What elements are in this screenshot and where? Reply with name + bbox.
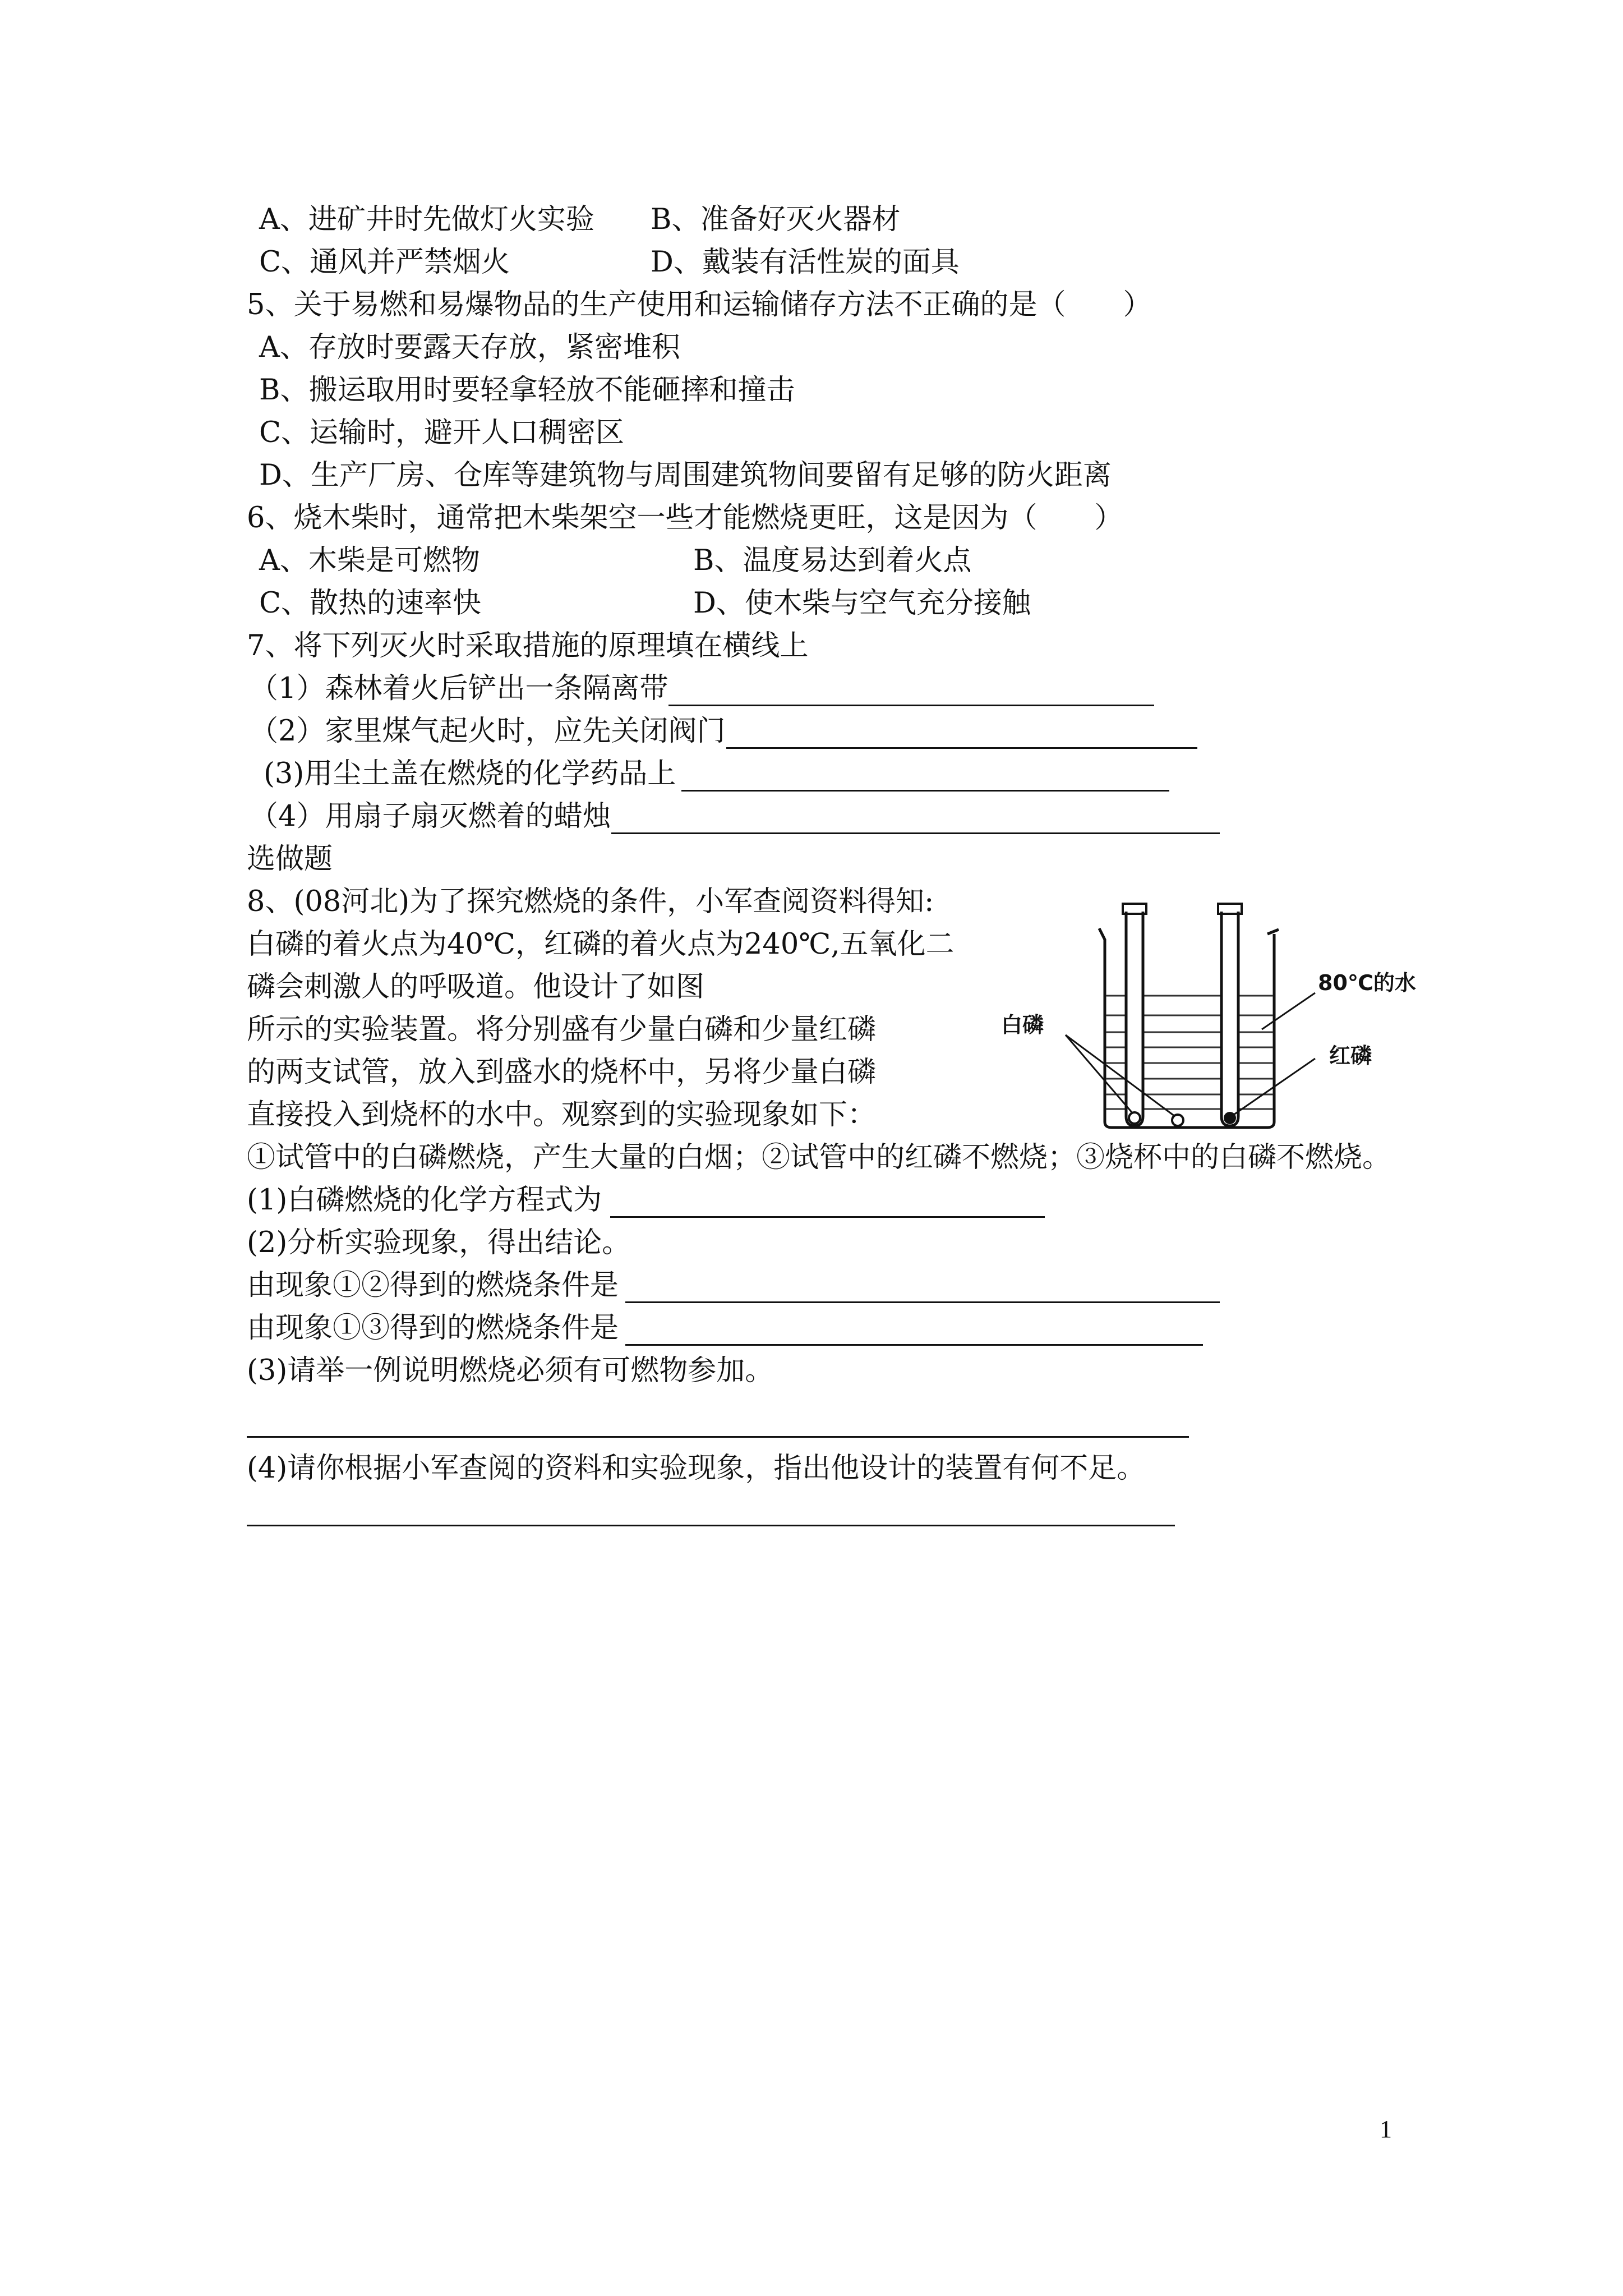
q8-answer-line-2b xyxy=(625,1344,1203,1346)
q8-sub-1: (1)白磷燃烧的化学方程式为 xyxy=(247,1184,602,1217)
q7-item-3: (3)用尘土盖在燃烧的化学药品上 xyxy=(264,757,676,790)
page-number: 1 xyxy=(1380,2115,1392,2143)
beaker-rim xyxy=(1267,930,1279,934)
q7-answer-line-1 xyxy=(668,705,1154,706)
label-red-phosphorus: 红磷 xyxy=(1329,1043,1372,1068)
q8-intro-3: 磷会刺激人的呼吸道。他设计了如图 xyxy=(247,970,705,1004)
optional-heading: 选做题 xyxy=(247,843,333,876)
q7-item-2: （2）家里煤气起火时，应先关闭阀门 xyxy=(250,715,726,748)
q8-sub-4: (4)请你根据小军查阅的资料和实验现象，指出他设计的装置有何不足。 xyxy=(247,1452,1146,1485)
q6-option-c: C、散热的速率快 xyxy=(259,587,482,620)
q8-intro-6: 直接投入到烧杯的水中。观察到的实验现象如下： xyxy=(247,1098,877,1131)
label-white-phosphorus: 白磷 xyxy=(1001,1013,1044,1037)
q5-stem: 5、关于易燃和易爆物品的生产使用和运输储存方法不正确的是（ ） xyxy=(247,288,1152,321)
q7-answer-line-4 xyxy=(611,832,1220,834)
apparatus-figure xyxy=(993,900,1441,1136)
white-phosphorus-tube xyxy=(1129,1112,1140,1124)
q7-answer-line-2 xyxy=(726,747,1197,749)
q6-option-b: B、温度易达到着火点 xyxy=(693,544,972,577)
q4-option-b: B、准备好灭火器材 xyxy=(651,203,901,236)
pointer-water xyxy=(1262,993,1315,1029)
q8-sub-2b: 由现象①③得到的燃烧条件是 xyxy=(247,1312,619,1345)
q8-intro-4: 所示的实验装置。将分别盛有少量白磷和少量红磷 xyxy=(247,1013,877,1046)
q5-option-d: D、生产厂房、仓库等建筑物与周围建筑物间要留有足够的防火距离 xyxy=(259,459,1112,492)
q6-option-a: A、木柴是可燃物 xyxy=(259,544,480,577)
q8-intro-5: 的两支试管，放入到盛水的烧杯中，另将少量白磷 xyxy=(247,1056,877,1089)
q8-answer-line-3 xyxy=(247,1436,1189,1438)
q7-answer-line-3 xyxy=(681,790,1169,792)
q8-sub-3: (3)请举一例说明燃烧必须有可燃物参加。 xyxy=(247,1354,774,1387)
q6-option-d: D、使木柴与空气充分接触 xyxy=(693,587,1031,620)
test-tube-right xyxy=(1221,912,1238,1126)
q7-item-4: （4）用扇子扇灭燃着的蜡烛 xyxy=(250,800,611,833)
q8-answer-line-4 xyxy=(247,1525,1175,1526)
q5-option-c: C、运输时，避开人口稠密区 xyxy=(259,416,625,449)
q8-answer-line-1 xyxy=(610,1216,1045,1218)
q6-stem: 6、烧木柴时，通常把木柴架空一些才能燃烧更旺，这是因为（ ） xyxy=(247,501,1123,535)
q4-option-d: D、戴装有活性炭的面具 xyxy=(651,246,960,279)
q5-option-b: B、搬运取用时要轻拿轻放不能砸摔和撞击 xyxy=(259,374,795,407)
q8-phenomena: ①试管中的白磷燃烧，产生大量的白烟；②试管中的红磷不燃烧；③烧杯中的白磷不燃烧。 xyxy=(247,1141,1391,1174)
q4-option-c: C、通风并严禁烟火 xyxy=(259,246,510,279)
q8-intro-1: 8、(08河北)为了探究燃烧的条件，小军查阅资料得知: xyxy=(247,885,934,918)
q8-sub-2: (2)分析实验现象，得出结论。 xyxy=(247,1226,631,1259)
q7-item-1: （1）森林着火后铲出一条隔离带 xyxy=(250,672,668,705)
test-tube-left xyxy=(1126,912,1143,1126)
q8-sub-2a: 由现象①②得到的燃烧条件是 xyxy=(247,1269,619,1302)
label-water: 80℃的水 xyxy=(1318,970,1416,995)
q5-option-a: A、存放时要露天存放，紧密堆积 xyxy=(259,331,680,364)
q8-intro-2: 白磷的着火点为40℃，红磷的着火点为240℃,五氧化二 xyxy=(247,928,955,961)
q7-stem: 7、将下列灭火时采取措施的原理填在横线上 xyxy=(247,629,809,662)
q8-answer-line-2a xyxy=(625,1301,1220,1303)
q4-option-a: A、进矿井时先做灯火实验 xyxy=(259,203,594,236)
